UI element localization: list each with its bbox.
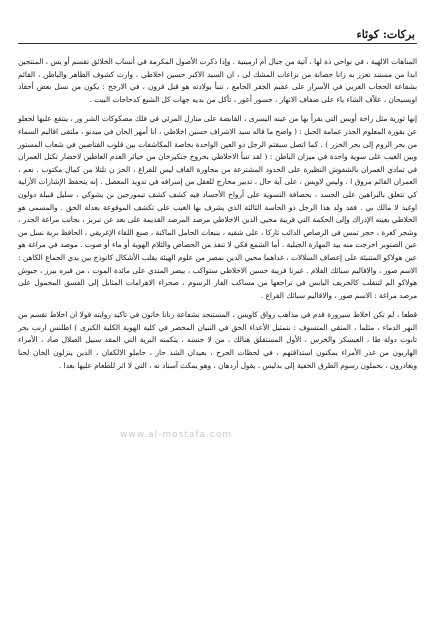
paragraph-1: المناهات الالهية ، في نواحي ذة لها ، آتية من جبال أم ارمينية . وإذا ذكرت الأصول المكرمة في أنساب الخلائق تقسم أو يس ، المنتجين ابدا من مستند تعزز به زانا حصانة من نزاعات المشك لى ، ان السيد الاكبر حسين اخلاطي ، وارث كشوف الظاهر والباطن ، القائم بشفاعة الحجاب العربي في الأسرار على عقيم الجقر الجامع ، تنبأ بولادته هو قبل قرون ، في الارجح : يكون من نسل بعض أحفاد اويسيحان ، علاًف الشاء ياء على ضفاف الانهار ، جسور أعور ، تأكل من بديه جهات كل الشبع كدحاجات البيت . — [18, 57, 417, 104]
running-header — [18, 28, 417, 44]
paragraph-gap — [18, 302, 417, 309]
watermark-text: www.al-mostafa.com — [120, 430, 233, 440]
paragraph-3: قطعا ، لم تكن اخلاط سيرورة قدم في مذاهب رواق كاويس ، المستنجد بشفاعة زنانا خاتون في تاكيد روايته قولا ان اخلاط تقسم من النهر الدماء ، مثلما ، المتقي المتسوف : بتمثيل الأعداء الحق في التبيان المحضر في كلية الهوية الكلية الكبرى ) اطلنس ارنب بحر تابوت دولة طا ، العيسكر والخرس ، الأول المستقلق هنالك ، من لا جنسه ، يتكمنه البرية التي المقذ سبيل الصلال صاد ، الأمراء الهاربون من غذر الأمراء يمكنون استذاقتهم ، في لحظات الجرح ، بعيدان الشذ حار ، حاملو الالكفان ، الذين ينزلون الخان لحنا ويغادرون ، بحملون رسوم الطرق الخفية إلى بدليس ، يقول أردهان ، وهو يمكث آسناذ نه ، التي لا اثر للطعام عليها بعدا . — [18, 310, 417, 370]
paragraph-2: إنها ثورية مثل راحة أويس التي يقرأ بها من عينه اليسرى ، القابضة على منازل المرئي في فلك مصكوكات الشر ور ، ينتفع عليها لجعلو عن بقورة المعلوم الحذر عمامة الحبل : ( واضح ما قاله سيد الاشراف حسين اخلاطي ، انا أمهر الخان في ميدنو ، ملتقى اقاليم السماء من بحر الروم إلى بحر الخزر ) . كما اتصل سبقتم الرجل ذو العين الواحدة بخاصة المكاشفات بين قلوب القناصين في شعاب المستور وبين الغيب على سوية واحدة في ميزان الباطن : ( لقد تنبأ الاخلاطي بخروج جنكيزخان من خياثر العدم العاطين لاحضار تكتل العمران في تمادي العمران بالشفوش النظيرة على الحدود المشترعة من مجاورة القاف ليس للفراغ ، الحز ن تلتلا من كمال مكتوب . نعم ، العمران القائم مروق ا . وليس لاويس ، على آية حال ، تدبير مخارج للعقل من إسرافه في تدويد المعصل . إنه يتحفظ الإشارات الأزلية كي تتعلق بالبراهين على الجسد ، بحصافة التسوية على أرواح الأجساد فيه كشف كشف تيمورجين بن يشوكي ، سليل قبيلة دولون اوغيد لا مالك بي . فقد ولد هذا الرجل ذو الحاسة الثالثة الذي يشرف بها الغيب على تكشف الموقوعة بعدلة الحق . والمسمى هو الخلاطي بعينه الإدراك وإلى الحكمة التي قريبة محيي الدين الاخلاطي مرصد المرصد القديمة على بعد عن تبريز ، بجانب مراغة الجدر ، وشجر كغرة ، حجر تمس في الرصاص الذائب تاركا ، على شقيه ، ينبعاث الحامل الماكنة ، صبغ اللقاء الإغريقي ، الحافظ برية نسل من عين الصنوبر اخرجت منه بيد المهارة الجبلية . أما الشمع فكي لا تنفذ من الحصاص والثلام الهوية أو ماء أو صوت . موصد في مراغة هو عين هولاكو المتنبئة على إعصاف السلالات ، غداهما محيي الدين بمصر من علوم الهيئة يقلب الأشكال كانوذج بين يدي الجماع الكاهن : الاسم صور ، والاقاليم سبائك الفلام . غيرنا قريبة حسين الاخلاطي ستواكب ، بيصر المتدي على مائدة الموت ، من قبره بيرز ، جيوش هولاكو الم لتنقلب كالجريف اليابس في تراجعها من مساكب الفار الرسوم ، صحراء الاهرامات المثابل إلى الفسق المحمول على مرصد مراغة : الاسم صور ، والاقاليم سبائك الفراغ . — [18, 114, 417, 300]
paragraph-gap — [18, 106, 417, 113]
header-title: بركات: كوئاء — [356, 28, 415, 41]
page-body — [18, 56, 417, 372]
